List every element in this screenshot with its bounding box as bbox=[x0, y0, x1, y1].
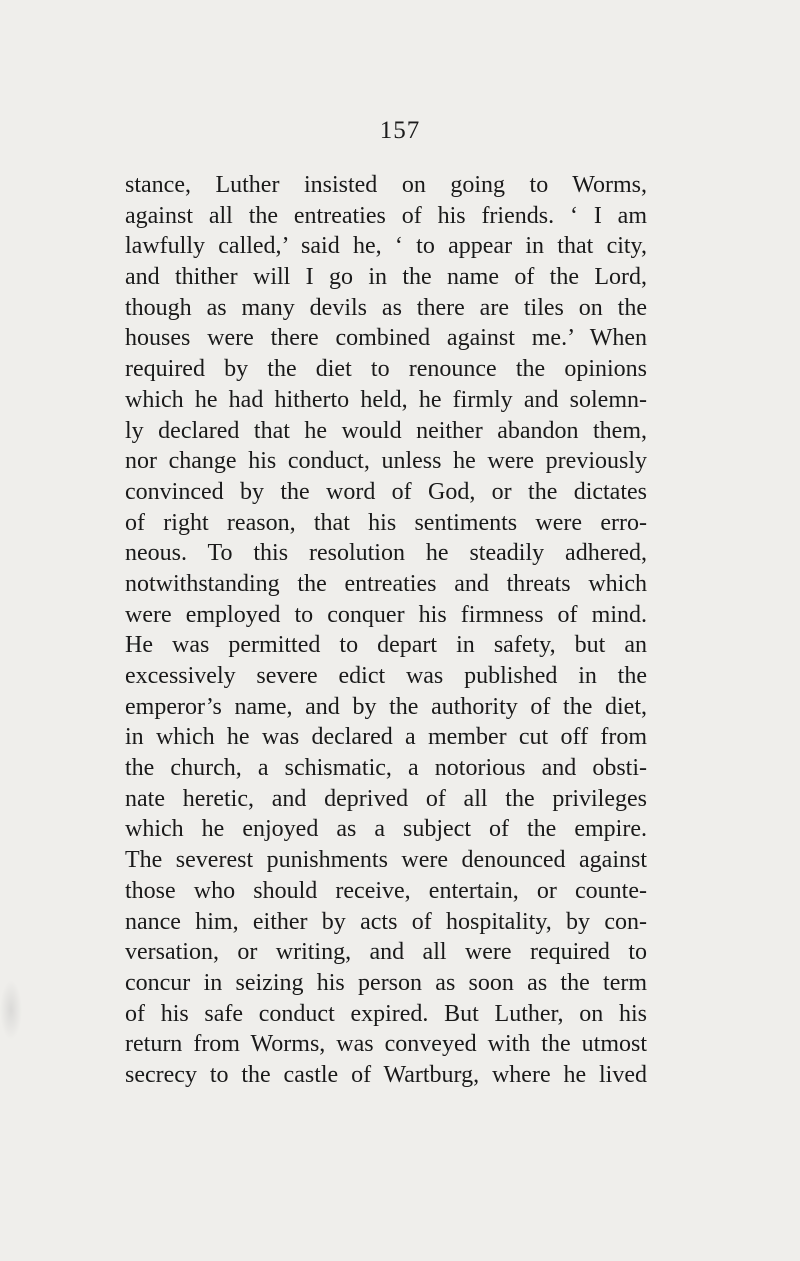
text-line: excessively severe edict was published in the bbox=[125, 663, 647, 689]
text-line: and thither will I go in the name of the Lord, bbox=[125, 264, 647, 291]
text-line: versation, or writing, and all were required to bbox=[125, 939, 647, 966]
text-line: return from Worms, was conveyed with the utmost bbox=[125, 1031, 647, 1058]
page-stain bbox=[0, 980, 22, 1040]
text-line: the church, a schismatic, a notorious and obsti- bbox=[125, 755, 647, 782]
page-number: 157 bbox=[379, 117, 421, 144]
text-line: of his safe conduct expired. But Luther, on his bbox=[125, 1000, 647, 1027]
text-line: though as many devils as there are tiles on the bbox=[125, 294, 647, 321]
text-line: concur in seizing his person as soon as the term bbox=[125, 969, 647, 996]
text-line: required by the diet to renounce the opinions bbox=[125, 356, 647, 383]
text-line: ly declared that he would neither abandon them, bbox=[125, 417, 647, 444]
text-line: nance him, either by acts of hospitality, by con- bbox=[125, 908, 647, 935]
text-line: stance, Luther insisted on going to Worms, bbox=[125, 172, 647, 198]
text-line: nor change his conduct, unless he were previously bbox=[125, 448, 647, 475]
text-line: emperor’s name, and by the authority of the diet, bbox=[125, 693, 647, 720]
text-line: which he enjoyed as a subject of the empire. bbox=[125, 816, 647, 843]
text-line: neous. To this resolution he steadily adhered, bbox=[125, 540, 647, 567]
body-text bbox=[125, 170, 647, 1091]
text-line: He was permitted to depart in safety, but an bbox=[125, 632, 647, 659]
text-line: secrecy to the castle of Wartburg, where he lived bbox=[125, 1061, 647, 1088]
text-line: nate heretic, and deprived of all the privileges bbox=[125, 785, 647, 812]
text-line: houses were there combined against me.’ When bbox=[125, 325, 647, 352]
text-line: notwithstanding the entreaties and threats which bbox=[125, 570, 647, 597]
text-line: those who should receive, entertain, or counte- bbox=[125, 877, 647, 904]
text-line: The severest punishments were denounced against bbox=[125, 847, 647, 874]
text-line: lawfully called,’ said he, ‘ to appear in that city, bbox=[125, 233, 647, 260]
text-line: which he had hitherto held, he firmly and solemn- bbox=[125, 386, 647, 413]
text-line: in which he was declared a member cut off from bbox=[125, 724, 647, 751]
text-line: of right reason, that his sentiments were erro- bbox=[125, 509, 647, 536]
text-line: convinced by the word of God, or the dictates bbox=[125, 478, 647, 505]
text-line: were employed to conquer his firmness of mind. bbox=[125, 601, 647, 628]
text-line: against all the entreaties of his friends. ‘ I am bbox=[125, 202, 647, 229]
